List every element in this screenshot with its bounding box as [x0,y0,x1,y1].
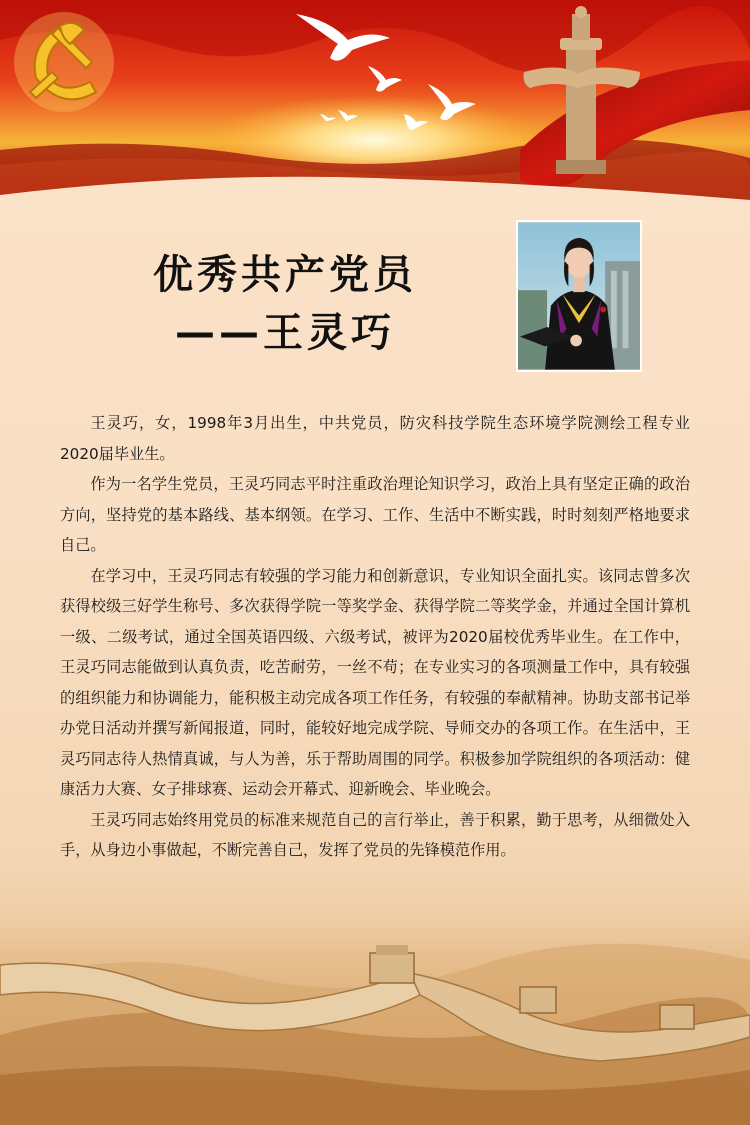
party-emblem-icon [14,12,114,112]
paragraph-political: 作为一名学生党员，王灵巧同志平时注重政治理论知识学习，政治上具有坚定正确的政治方向，坚持党的基本路线、基本纲领。在学习、工作、生活中不断实践，时时刻刻严格地要求自己。 [60,475,690,554]
graduate-portrait-icon [518,222,640,370]
great-wall-scene [0,865,750,1125]
biography-text [60,408,690,866]
page-title: 优秀共产党员 [153,252,417,298]
paragraph-achievements: 在学习中，王灵巧同志有较强的学习能力和创新意识，专业知识全面扎实。该同志曾多次获得校级三好学生称号、多次获得学院一等奖学金、获得学院二等奖学金，并通过全国计算机一级、二级考试，通过全国英语四级、六级考试，被评为2020届校优秀毕业生。在工作中，王灵巧同志能做到认真负责，吃苦耐劳，一丝不苟；在专业实习的各项测量工作中，具有较强的组织能力和协调能力，能积极主动完成各项工作任务，有较强的奉献精神。协助支部书记举办党日活动并撰写新闻报道，同时，能较好地完成学院、导师交办的各项工作。在生活中，王灵巧同志待人热情真诚，与人为善，乐于帮助周围的同学。积极参加学院组织的各项活动：健康活力大赛、女子排球赛、运动会开幕式、迎新晚会、毕业晚会。 [60,566,690,798]
page-subtitle: ——王灵巧 [175,310,395,356]
title-block [120,246,450,362]
banner-header [0,0,750,230]
paragraph-summary: 王灵巧同志始终用党员的标准来规范自己的言行举止，善于积累，勤于思考，从细微处入手，从身边小事做起，不断完善自己，发挥了党员的先锋模范作用。 [60,810,690,859]
paragraph-intro: 王灵巧，女，1998年3月出生，中共党员，防灾科技学院生态环境学院测绘工程专业2020届毕业生。 [60,414,690,463]
portrait-photo [516,220,642,372]
